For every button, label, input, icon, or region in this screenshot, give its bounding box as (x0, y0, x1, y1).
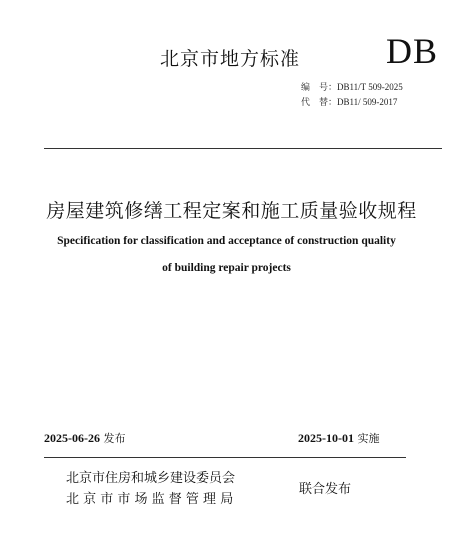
joint-issue-label: 联合发布 (299, 482, 352, 497)
replaces-code-value: DB11/ 509-2017 (337, 97, 398, 107)
title-chinese: 房屋建筑修缮工程定案和施工质量验收规程 (46, 200, 417, 222)
footer-divider (44, 457, 406, 458)
issue-date-block (44, 430, 126, 446)
issuer-line-1: 北京市住房和城乡建设委员会 (66, 471, 236, 486)
effective-date-block (298, 430, 380, 446)
effective-date: 2025-10-01 (298, 431, 354, 445)
replaces-code-label: 代 替： (301, 98, 338, 108)
issuer-line-2: 北 京 市 市 场 监 督 管 理 局 (66, 492, 234, 507)
standard-type-heading: 北京市地方标准 (160, 48, 301, 70)
standard-code-value: DB11/T 509-2025 (337, 82, 403, 92)
standard-code-label: 编 号： (301, 83, 338, 93)
standard-code (301, 80, 403, 93)
title-english-line-1: Specification for classification and acceptance of construction quality (57, 235, 396, 247)
issue-date: 2025-06-26 (44, 431, 100, 445)
header-divider (44, 148, 442, 149)
title-english-line-2: of building repair projects (162, 262, 291, 274)
replaces-code (301, 95, 397, 108)
db-logo: DB (386, 31, 439, 71)
effective-label: 实施 (357, 432, 380, 445)
issue-label: 发布 (103, 432, 126, 445)
